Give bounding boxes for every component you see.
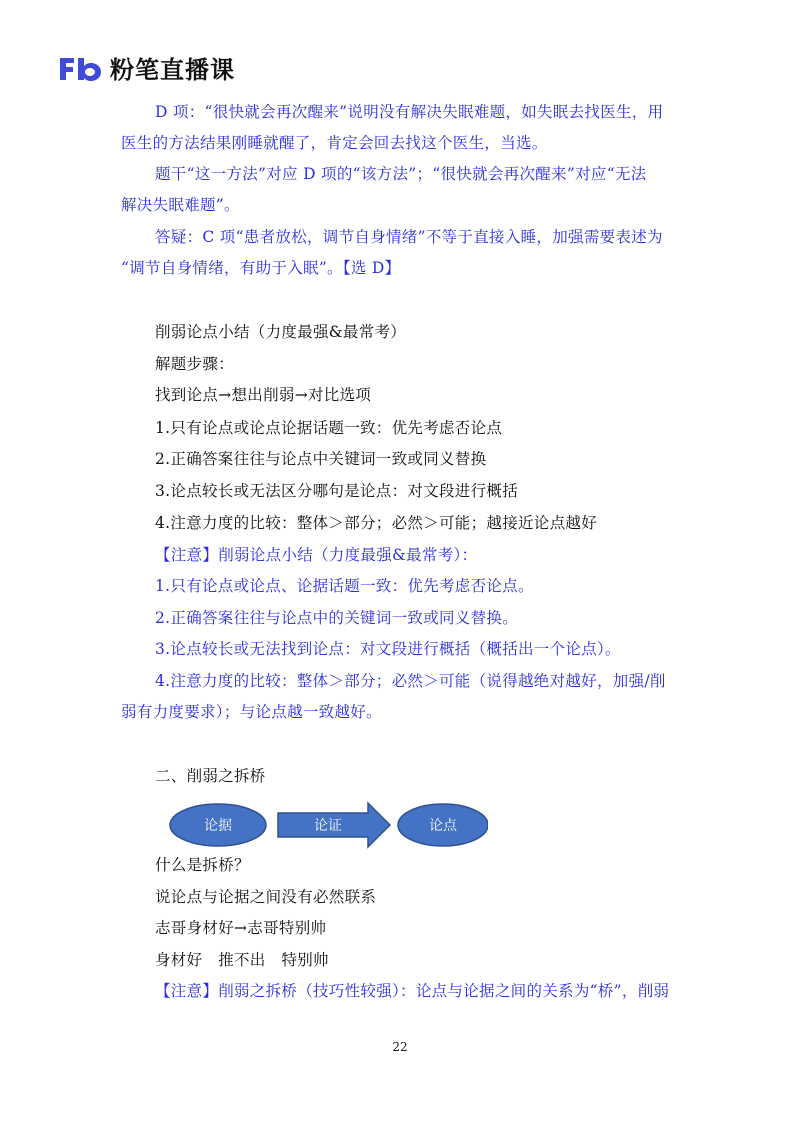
section-title: 削弱论点小结（力度最强&最常考） [155,323,407,341]
paragraph-line: 找到论点→想出削弱→对比选项 [155,386,372,404]
list-item: 4.注意力度的比较：整体＞部分；必然＞可能（说得越绝对越好，加强/削 [155,672,666,690]
page-number: 22 [392,1040,408,1054]
bridge-diagram [168,800,488,850]
list-item: 4.注意力度的比较：整体＞部分；必然＞可能；越接近论点越好 [155,514,597,532]
paragraph-line: 身材好 推不出 特别帅 [155,951,329,969]
list-item: 3.论点较长或无法区分哪句是论点：对文段进行概括 [155,482,518,500]
list-item: 1.只有论点或论点、论据话题一致：优先考虑否论点。 [155,577,534,595]
paragraph-line: 弱有力度要求）；与论点越一致越好。 [121,703,382,721]
paragraph-line: 解决失眠难题”。 [121,196,240,214]
paragraph-line: D 项：“很快就会再次醒来”说明没有解决失眠难题，如失眠去找医生，用 [155,103,664,121]
list-item: 3.论点较长或无法找到论点：对文段进行概括（概括出一个论点）。 [155,640,621,658]
list-item: 1.只有论点或论点论据话题一致：优先考虑否论点 [155,419,503,437]
argument-node-label: 论据 [204,818,232,834]
note-heading: 【注意】削弱之拆桥（技巧性较强）：论点与论据之间的关系为“桥”，削弱 [155,982,670,1000]
note-heading: 【注意】削弱论点小结（力度最强&最常考）： [155,546,478,564]
section-title: 二、削弱之拆桥 [155,767,266,785]
paragraph-line: 什么是拆桥？ [155,856,250,874]
reasoning-arrow-label: 论证 [314,818,342,834]
logo-text: 粉笔直播课 [110,56,235,84]
list-item: 2.正确答案往往与论点中的关键词一致或同义替换。 [155,609,518,627]
paragraph-line: 说论点与论据之间没有必然联系 [155,888,377,906]
fb-logo-icon [58,54,104,82]
paragraph-line: 医生的方法结果刚睡就醒了，肯定会回去找这个医生，当选。 [121,134,548,152]
paragraph-line: 志哥身材好→志哥特别帅 [155,919,327,937]
paragraph-line: 答疑：C 项“患者放松，调节自身情绪”不等于直接入睡，加强需要表述为 [155,228,663,246]
list-item: 2.正确答案往往与论点中关键词一致或同义替换 [155,450,487,468]
paragraph-line: 题干“这一方法”对应 D 项的“该方法”；“很快就会再次醒来”对应“无法 [155,165,647,183]
paragraph-line: “调节自身情绪，有助于入眠”。【选 D】 [121,259,401,277]
logo [58,50,235,85]
conclusion-node-label: 论点 [429,818,457,834]
paragraph-line: 解题步骤： [155,355,235,373]
